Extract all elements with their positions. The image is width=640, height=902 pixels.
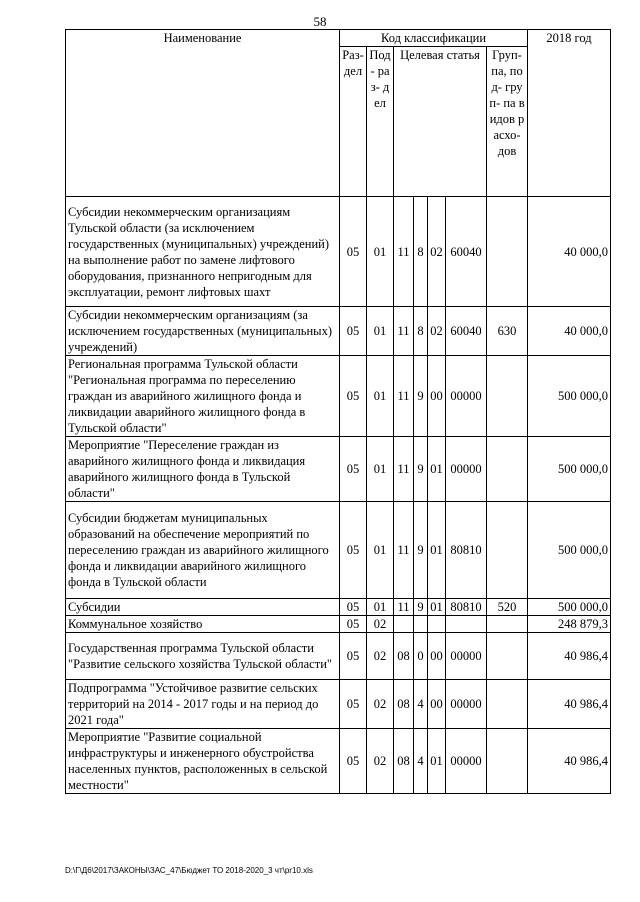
row-razdel: 05 [340,307,367,356]
row-expense-group [487,356,528,437]
row-target-program: 11 [394,437,414,502]
row-name: Мероприятие "Переселение граждан из аварийного жилищного фонда и ликвидация аварийного жилищного фонда в Тульской области" [66,437,340,502]
table-row [66,307,611,356]
table-row [66,729,611,794]
table-row [66,197,611,307]
row-target-code: 60040 [446,197,487,307]
row-expense-group: 630 [487,307,528,356]
file-path-footer: D:\Г\Д6\2017\ЗАКОНЫ\ЗАС_47\Бюджет ТО 2018-2020_3 чт\pr10.xls [65,866,313,875]
row-target-direction: 02 [428,307,446,356]
row-target-code: 80810 [446,599,487,616]
row-name: Государственная программа Тульской области "Развитие сельского хозяйства Тульской области" [66,633,340,680]
row-razdel: 05 [340,599,367,616]
row-amount: 500 000,0 [528,502,611,599]
budget-table [65,29,611,794]
page-number: 58 [313,14,327,29]
row-target-program: 11 [394,599,414,616]
header-code: Код классификации [340,30,528,47]
row-target-direction: 01 [428,729,446,794]
row-expense-group: 520 [487,599,528,616]
row-target-code: 00000 [446,633,487,680]
row-target-code: 00000 [446,356,487,437]
row-name: Субсидии некоммерческим организациям (за исключением государственных (муниципальных) учреждений) [66,307,340,356]
row-target-program [394,616,414,633]
row-target-direction: 01 [428,437,446,502]
row-expense-group [487,680,528,729]
row-target-direction [428,616,446,633]
row-target-direction: 02 [428,197,446,307]
row-amount: 248 879,3 [528,616,611,633]
row-razdel: 05 [340,680,367,729]
row-target-code: 00000 [446,437,487,502]
row-razdel: 05 [340,197,367,307]
row-target-program: 08 [394,633,414,680]
row-name: Субсидии [66,599,340,616]
table-row [66,437,611,502]
header-group: Груп- па, под- груп- па видов расхо- дов [487,47,528,197]
row-podrazdel: 02 [367,616,394,633]
row-target-subprogram: 8 [414,307,428,356]
row-target-direction: 01 [428,502,446,599]
row-target-subprogram: 8 [414,197,428,307]
row-razdel: 05 [340,729,367,794]
row-target-code: 00000 [446,729,487,794]
table-row [66,599,611,616]
row-amount: 40 986,4 [528,633,611,680]
row-target-direction: 00 [428,680,446,729]
row-razdel: 05 [340,633,367,680]
row-podrazdel: 02 [367,680,394,729]
row-target-subprogram: 9 [414,437,428,502]
row-amount: 40 000,0 [528,307,611,356]
row-target-subprogram: 4 [414,680,428,729]
header-target: Целевая статья [394,47,487,197]
row-expense-group [487,437,528,502]
row-target-direction: 00 [428,356,446,437]
row-target-program: 11 [394,356,414,437]
table-row [66,680,611,729]
row-podrazdel: 01 [367,307,394,356]
row-target-program: 11 [394,307,414,356]
row-expense-group [487,729,528,794]
row-name: Подпрограмма "Устойчивое развитие сельских территорий на 2014 - 2017 годы и на период до 2021 года" [66,680,340,729]
row-name: Субсидии бюджетам муниципальных образований на обеспечение мероприятий по переселению граждан из аварийного жилищного фонда и ликвидации аварийного жилищного фонда в Тульской области [66,502,340,599]
row-target-direction: 01 [428,599,446,616]
row-name: Субсидии некоммерческим организациям Тульской области (за исключением государственных (муниципальных) учреждений) на выполнение работ по замене лифтового оборудования, признанного непригодным для эксплуатации, ремонт лифтовых шахт [66,197,340,307]
row-amount: 500 000,0 [528,437,611,502]
row-target-code: 80810 [446,502,487,599]
header-year: 2018 год [528,30,611,197]
header-razdel: Раз- дел [340,47,367,197]
row-razdel: 05 [340,356,367,437]
row-amount: 40 986,4 [528,729,611,794]
table-row [66,616,611,633]
row-target-subprogram: 9 [414,599,428,616]
row-razdel: 05 [340,437,367,502]
row-razdel: 05 [340,502,367,599]
row-target-program: 08 [394,680,414,729]
row-target-subprogram: 4 [414,729,428,794]
row-expense-group [487,616,528,633]
row-target-subprogram: 0 [414,633,428,680]
row-target-program: 08 [394,729,414,794]
row-podrazdel: 01 [367,599,394,616]
row-target-code [446,616,487,633]
row-podrazdel: 01 [367,197,394,307]
row-podrazdel: 02 [367,633,394,680]
row-target-subprogram: 9 [414,502,428,599]
row-name: Мероприятие "Развитие социальной инфраструктуры и инженерного обустройства населенных пунктов, расположенных в сельской местности" [66,729,340,794]
row-amount: 40 000,0 [528,197,611,307]
row-podrazdel: 02 [367,729,394,794]
row-expense-group [487,502,528,599]
row-amount: 500 000,0 [528,356,611,437]
row-target-program: 11 [394,197,414,307]
row-target-code: 00000 [446,680,487,729]
table-row [66,502,611,599]
row-target-subprogram [414,616,428,633]
row-expense-group [487,197,528,307]
row-target-subprogram: 9 [414,356,428,437]
row-name: Региональная программа Тульской области "Региональная программа по переселению граждан из аварийного жилищного фонда и ликвидации аварийного жилищного фонда в Тульской области" [66,356,340,437]
row-target-direction: 00 [428,633,446,680]
row-expense-group [487,633,528,680]
row-amount: 500 000,0 [528,599,611,616]
table-row [66,356,611,437]
header-name: Наименование [66,30,340,197]
row-amount: 40 986,4 [528,680,611,729]
row-podrazdel: 01 [367,502,394,599]
row-name: Коммунальное хозяйство [66,616,340,633]
row-razdel: 05 [340,616,367,633]
row-podrazdel: 01 [367,356,394,437]
row-target-program: 11 [394,502,414,599]
table-row [66,633,611,680]
row-podrazdel: 01 [367,437,394,502]
header-podrazdel: Под- раз- дел [367,47,394,197]
row-target-code: 60040 [446,307,487,356]
